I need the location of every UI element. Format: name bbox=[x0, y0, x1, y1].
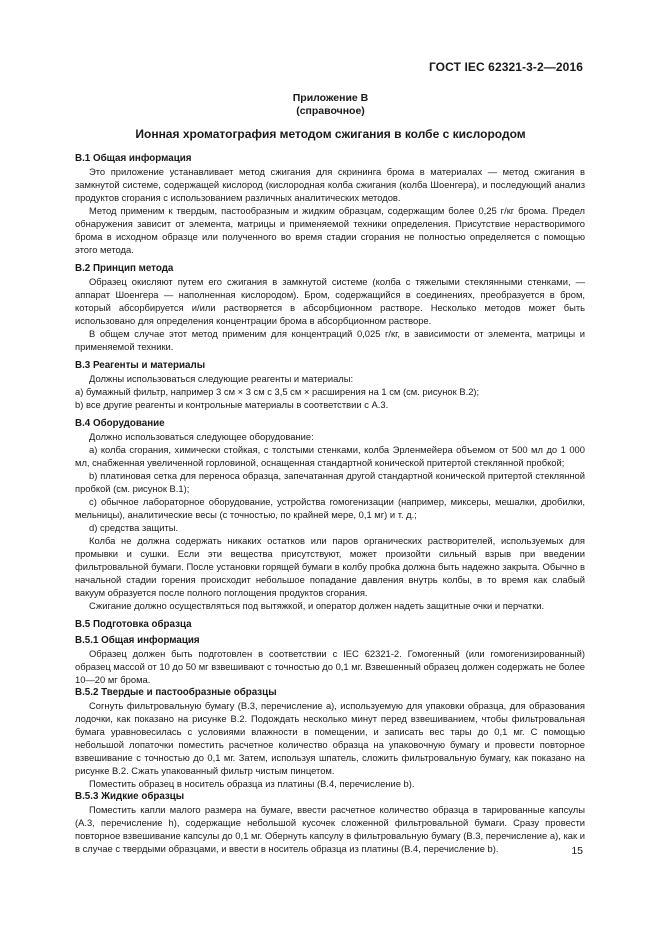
section-heading-b4: В.4 Оборудование bbox=[75, 418, 165, 429]
standard-designation: ГОСТ IEC 62321-3-2—2016 bbox=[428, 60, 583, 74]
list-item: d) средства защиты. bbox=[89, 522, 179, 533]
page-title: Ионная хроматография методом сжигания в колбе с кислородом bbox=[135, 127, 526, 141]
paragraph: В общем случае этот метод применим для концентраций 0,025 г/кг, в зависимости от элемента, матрицы и применяемой техники. bbox=[75, 328, 585, 352]
list-item: a) колба сгорания, химически стойкая, с толстыми стенками, колба Эрленмейера объемом от 500 мл до 1 000 мл, снабженная увеличенной горловиной, оснащенная стандартной конической притертой стеклянной пробкой; bbox=[75, 444, 585, 468]
appendix-note: (справочное) bbox=[296, 105, 365, 117]
paragraph: Поместить образец в носитель образца из платины (В.4, перечисление b). bbox=[89, 778, 415, 789]
list-item: a) бумажный фильтр, например 3 см × 3 см с 3,5 см × расширения на 1 см (см. рисунок В.2); bbox=[75, 386, 480, 397]
paragraph: Это приложение устанавливает метод сжигания для скрининга брома в материалах — метод сжигания в замкнутой системе, содержащей кислород (кислородная колба сжигания (колба Шоенгера), и последующий анализ продуктов сгорания с использованием различных аналитических методов. bbox=[75, 166, 585, 203]
paragraph: Должно использоваться следующее оборудование: bbox=[89, 431, 314, 442]
paragraph: Образец окисляют путем его сжигания в замкнутой системе (колба с тяжелыми стеклянными стенками, — аппарат Шоенгера — наполненная кислородом). Бром, содержащийся в соединениях, преобразуется в бром, который абсорбируется и/или растворяется в абсорбционном растворе. Несколько методов может быть использовано для определения концентрации брома в абсорбционном растворе. bbox=[75, 276, 585, 326]
list-item: b) платиновая сетка для переноса образца, запечатанная другой стандартной конической притертой стеклянной пробкой (см. рисунок В.1); bbox=[75, 470, 585, 494]
subsection-heading-b5-3: В.5.3 Жидкие образцы bbox=[75, 791, 185, 802]
subsection-heading-b5-2: В.5.2 Твердые и пастообразные образцы bbox=[75, 687, 277, 698]
list-item: b) все другие реагенты и контрольные материалы в соответствии с А.3. bbox=[75, 399, 389, 410]
subsection-heading-b5-1: В.5.1 Общая информация bbox=[75, 635, 200, 646]
document-body bbox=[75, 152, 585, 855]
paragraph: Должны использоваться следующие реагенты и материалы: bbox=[89, 373, 354, 384]
list-item: c) обычное лабораторное оборудование, устройства гомогенизации (например, миксеры, мешалки, дробилки, мельницы), аналитические весы (с точностью, по крайней мере, 0,1 мг) и т. д.; bbox=[75, 496, 585, 520]
paragraph: Метод применим к твердым, пастообразным и жидким образцам, содержащим более 0,25 г/кг брома. Предел обнаружения зависит от элемента, матрицы и применяемой техники определения. Присутствие нерастворимого брома в исходном образце или полученного во время стадии сгорания не полностью определяется с помощью этого метода. bbox=[75, 205, 585, 255]
section-heading-b5: В.5 Подготовка образца bbox=[75, 619, 192, 630]
paragraph: Согнуть фильтровальную бумагу (В.3, перечисление a), используемую для упаковки образца, для образования лодочки, как показано на рисунке В.2. Подождать несколько минут перед взвешиванием, чтобы фильтровальная бумага уравновесилась с условиями влажности в помещении, и записать вес тары до 0,1 мг. С помощью небольшой лопаточки поместить расчетное количество образца на упаковочную бумагу и провести повторное взвешивание с точностью до 0,1 мг. Затем, используя шпатель, сложить фильтровальную бумагу, как показано на рисунке В.2. Сжать упакованный фильтр чистым пинцетом. bbox=[75, 700, 585, 776]
paragraph: Образец должен быть подготовлен в соответствии с IEC 62321-2. Гомогенный (или гомогенизированный) образец массой от 10 до 50 мг взвешивают с точностью до 0,1 мг. Взвешенный образец должен содержать не более 10—20 мг брома. bbox=[75, 648, 586, 685]
page-number: 15 bbox=[571, 845, 583, 857]
paragraph: Сжигание должно осуществляться под вытяжкой, и оператор должен надеть защитные очки и перчатки. bbox=[89, 600, 545, 611]
section-heading-b3: В.3 Реагенты и материалы bbox=[75, 360, 206, 371]
section-heading-b2: В.2 Принцип метода bbox=[75, 263, 174, 274]
paragraph: Колба не должна содержать никаких остатков или паров органических растворителей, используемых для промывки и сушки. Если эти вещества присутствуют, может произойти сильный взрыв при введении фильтровальной бумаги. После установки горящей бумаги в колбу пробка должна быть надежно закрыта. Обычно в начальной стадии горения происходит небольшое попадание давления внутрь колбы, в то время как слабый вакуум образуется после полного поглощения продуктов сгорания. bbox=[75, 535, 585, 598]
section-heading-b1: В.1 Общая информация bbox=[75, 153, 192, 164]
appendix-label: Приложение В bbox=[292, 92, 369, 104]
paragraph: Поместить капли малого размера на бумаге, ввести расчетное количество образца в тарированные капсулы (А.3, перечисление h), содержащие небольшой кусочек сложенной фильтровальной бумаги. Сразу провести повторное взвешивание капсулы до 0,1 мг. Обернуть капсулу в фильтровальную бумагу (В.3, перечисление a), как и в случае с твердыми образцами, и ввести в носитель образца из платины (В.4, перечисление b). bbox=[75, 804, 585, 854]
